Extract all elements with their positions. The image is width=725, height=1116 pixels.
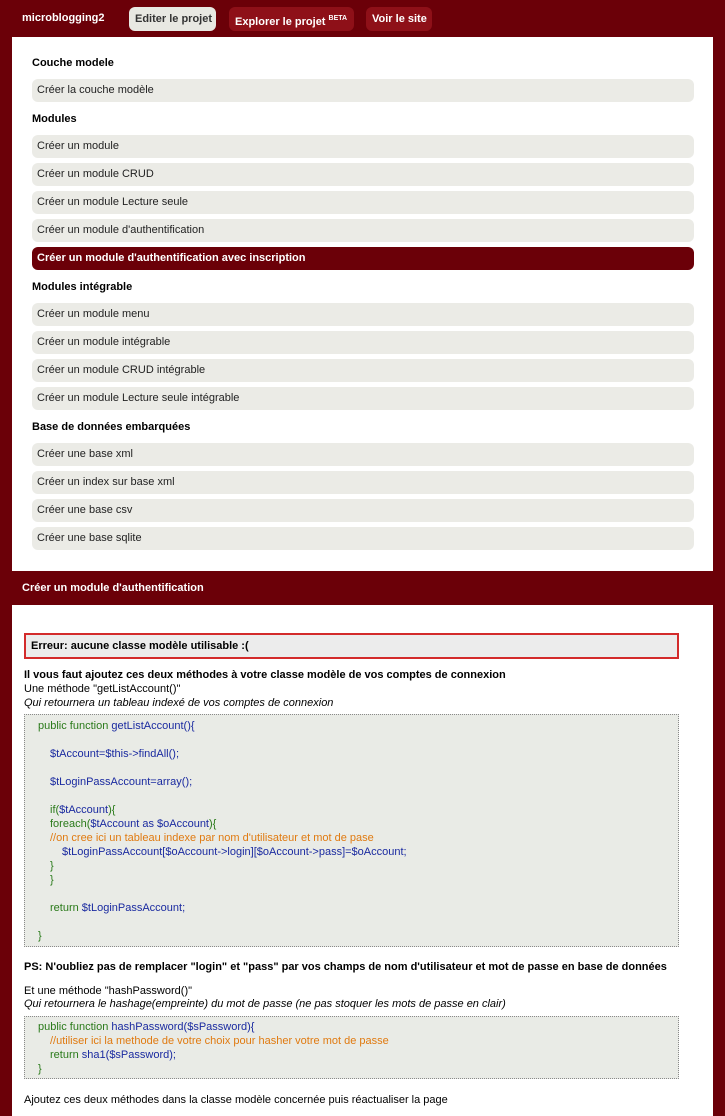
menu-item-creer-module-lecture-seule-integrable[interactable]: Créer un module Lecture seule intégrable	[32, 387, 694, 410]
content-panel	[12, 605, 713, 1116]
menu-item-creer-module-authentification-inscription[interactable]: Créer un module d'authentification avec inscription	[32, 247, 694, 270]
menu-item-creer-module-integrable[interactable]: Créer un module intégrable	[32, 331, 694, 354]
tab-editer-le-projet[interactable]	[129, 7, 216, 31]
code-comment: //utiliser ici la methode de votre choix pour hasher votre mot de passe	[50, 1035, 389, 1047]
code-line: if($tAccount){	[50, 804, 116, 816]
project-name: microblogging2	[22, 12, 105, 24]
footer-instruction: Ajoutez ces deux méthodes dans la classe modèle concernée puis réactualiser la page	[24, 1094, 448, 1106]
code-block-hashpassword	[24, 1016, 679, 1079]
tab-voir-le-site[interactable]	[366, 7, 432, 31]
module-menu-panel	[12, 37, 713, 571]
content-header-bar	[12, 571, 713, 605]
top-navigation-bar	[0, 0, 725, 37]
code-line: }	[50, 874, 54, 886]
method1-description: Qui retournera un tableau indexé de vos comptes de connexion	[24, 697, 334, 709]
menu-item-creer-base-xml[interactable]: Créer une base xml	[32, 443, 694, 466]
menu-item-creer-module-crud-integrable[interactable]: Créer un module CRUD intégrable	[32, 359, 694, 382]
menu-item-creer-couche-modele[interactable]: Créer la couche modèle	[32, 79, 694, 102]
tab-explorer-le-projet[interactable]	[229, 7, 354, 31]
code-line: public function hashPassword($sPassword){	[38, 1021, 255, 1033]
code-line: }	[38, 930, 42, 942]
tab-label: Explorer le projet	[235, 16, 326, 28]
menu-item-creer-base-sqlite[interactable]: Créer une base sqlite	[32, 527, 694, 550]
code-line: return $tLoginPassAccount;	[50, 902, 186, 914]
section-title-modules: Modules	[32, 113, 77, 125]
code-line: }	[38, 1063, 42, 1075]
menu-item-creer-module-menu[interactable]: Créer un module menu	[32, 303, 694, 326]
error-message: Erreur: aucune classe modèle utilisable :(	[24, 633, 679, 659]
tab-label: Editer le projet	[135, 13, 213, 25]
menu-item-creer-module[interactable]: Créer un module	[32, 135, 694, 158]
beta-badge: BETA	[328, 15, 348, 22]
code-line: $tLoginPassAccount=array();	[50, 776, 193, 788]
method2-label: Et une méthode "hashPassword()"	[24, 985, 193, 997]
code-line: $tLoginPassAccount[$oAccount->login][$oAccount->pass]=$oAccount;	[62, 846, 407, 858]
content-title: Créer un module d'authentification	[22, 582, 204, 594]
code-line: public function getListAccount(){	[38, 720, 195, 732]
code-line: $tAccount=$this->findAll();	[50, 748, 180, 760]
menu-item-creer-module-lecture-seule[interactable]: Créer un module Lecture seule	[32, 191, 694, 214]
section-title-modules-integrable: Modules intégrable	[32, 281, 133, 293]
code-line: }	[50, 860, 54, 872]
menu-item-creer-module-authentification[interactable]: Créer un module d'authentification	[32, 219, 694, 242]
menu-item-creer-index-base-xml[interactable]: Créer un index sur base xml	[32, 471, 694, 494]
method1-label: Une méthode "getListAccount()"	[24, 683, 181, 695]
ps-note: PS: N'oubliez pas de remplacer "login" et "pass" par vos champs de nom d'utilisateur et mot de passe en base de données	[24, 961, 667, 973]
intro-text: Il vous faut ajoutez ces deux méthodes à votre classe modèle de vos comptes de connexion	[24, 669, 506, 681]
code-comment: //on cree ici un tableau indexe par nom d'utilisateur et mot de pase	[50, 832, 374, 844]
code-block-getlistaccount	[24, 714, 679, 947]
method2-description: Qui retournera le hashage(empreinte) du mot de passe (ne pas stoquer les mots de passe en clair)	[24, 998, 506, 1010]
code-line: return sha1($sPassword);	[50, 1049, 176, 1061]
tab-label: Voir le site	[372, 13, 427, 25]
section-title-base-donnees: Base de données embarquées	[32, 421, 191, 433]
menu-item-creer-base-csv[interactable]: Créer une base csv	[32, 499, 694, 522]
menu-item-creer-module-crud[interactable]: Créer un module CRUD	[32, 163, 694, 186]
code-line: foreach($tAccount as $oAccount){	[50, 818, 217, 830]
section-title-couche-modele: Couche modele	[32, 57, 114, 69]
